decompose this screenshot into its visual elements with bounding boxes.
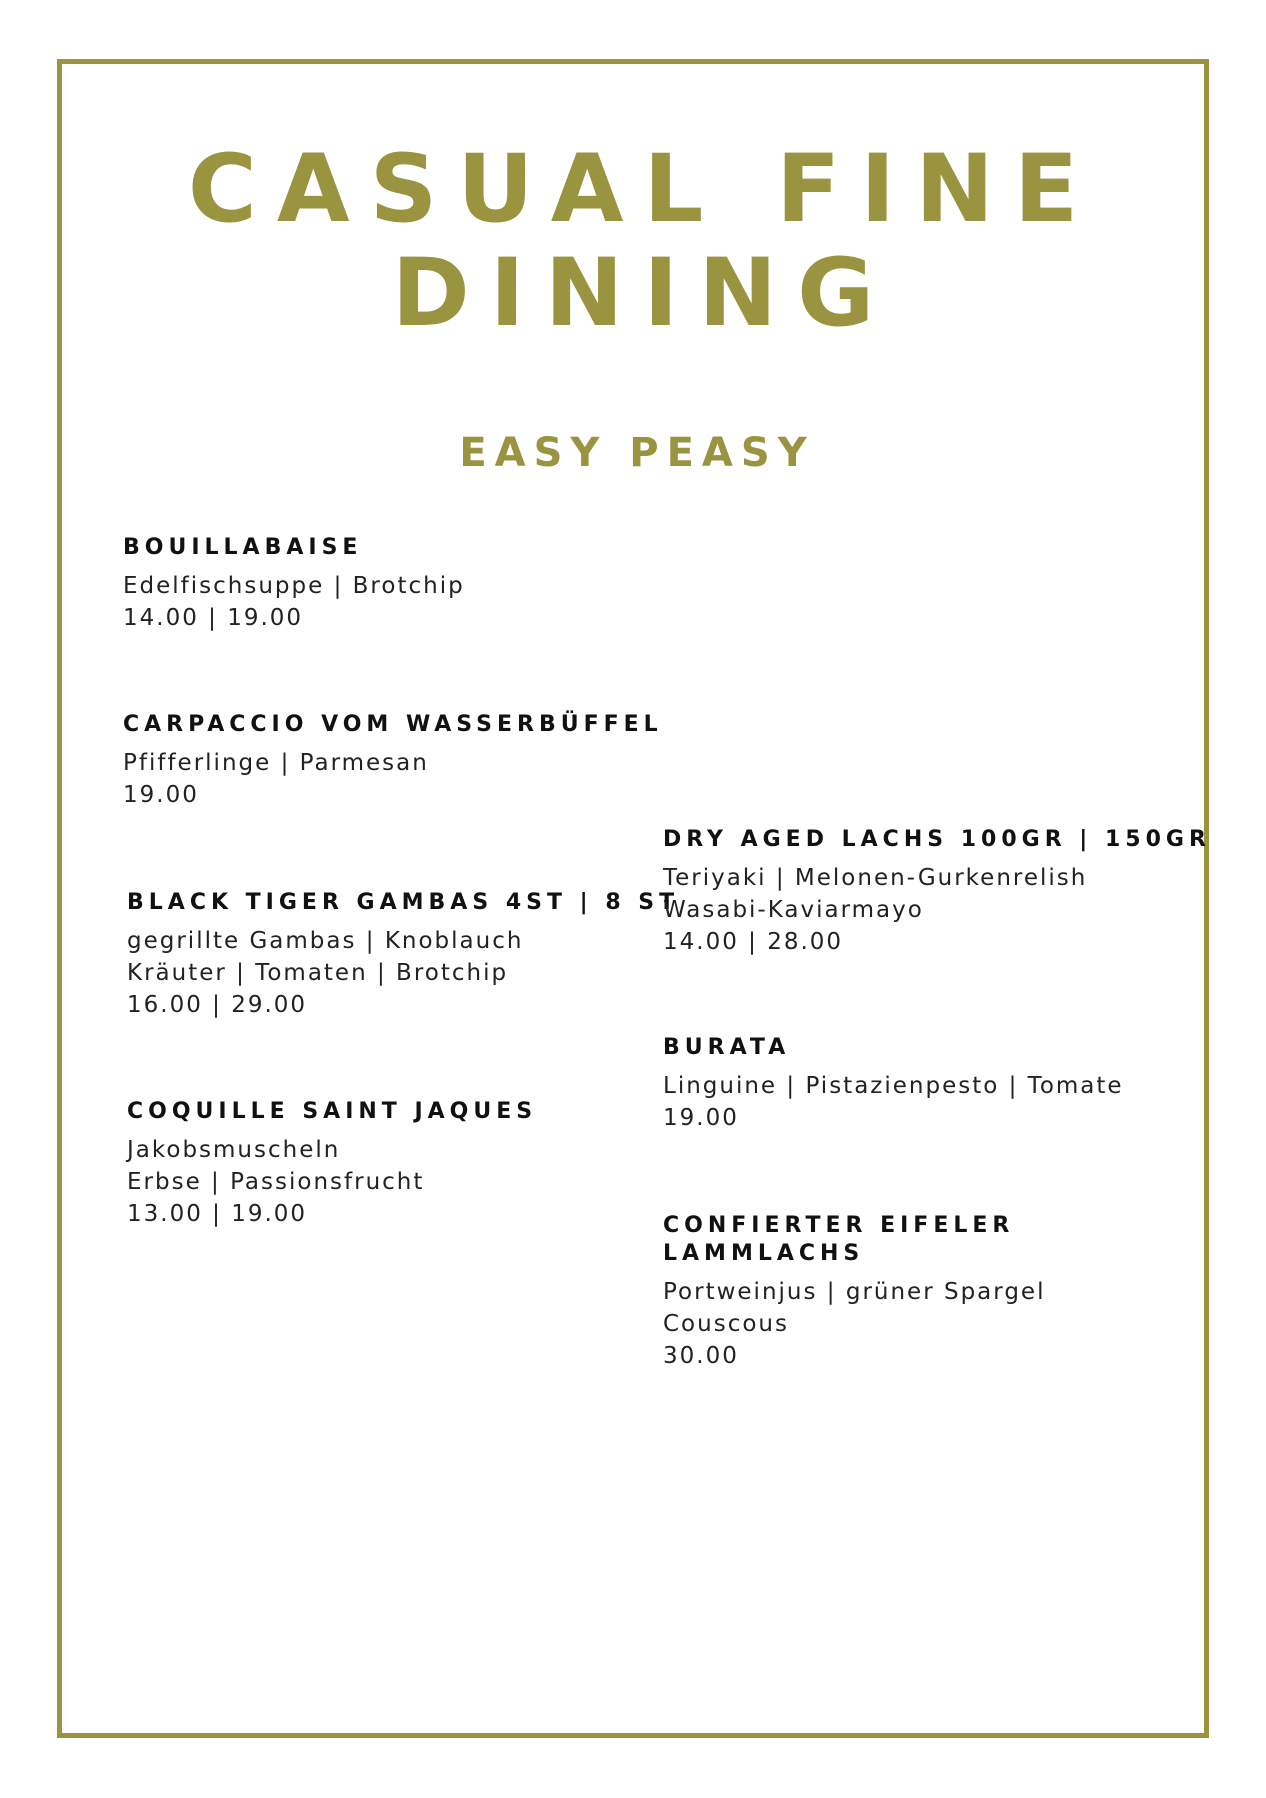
menu-item-burata [663,1034,1124,1134]
menu-item-description: Erbse | Passionsfrucht [127,1169,425,1195]
menu-item-bouillabaise [123,534,465,634]
menu-item-description: Portweinjus | grüner Spargel [663,1279,1046,1305]
menu-item-price: 16.00 | 29.00 [127,992,308,1018]
menu-item-description: Kräuter | Tomaten | Brotchip [127,960,509,986]
menu-item-lammlachs [663,1212,1045,1372]
menu-item-description: Edelfischsuppe | Brotchip [123,573,465,599]
menu-item-name: CARPACCIO VOM WASSERBÜFFEL [123,712,663,737]
menu-item-name: BLACK TIGER GAMBAS 4ST | 8 ST [127,890,680,915]
menu-item-description: Jakobsmuscheln [127,1137,341,1163]
menu-item-carpaccio [123,711,663,811]
menu-item-description: Linguine | Pistazienpesto | Tomate [663,1073,1124,1099]
menu-item-gambas [127,889,679,1021]
menu-item-name: BURATA [663,1035,791,1060]
menu-item-description: Teriyaki | Melonen-Gurkenrelish [663,865,1088,891]
menu-item-price: 13.00 | 19.00 [127,1201,308,1227]
menu-item-price: 14.00 | 28.00 [663,929,844,955]
menu-title-line-2: DINING [391,239,895,348]
menu-item-name: COQUILLE SAINT JAQUES [127,1099,538,1124]
menu-item-price: 19.00 [663,1105,739,1131]
menu-title-line-1: CASUAL FINE [187,135,1099,244]
menu-item-name: DRY AGED LACHS 100GR | 150GR [663,827,1211,852]
section-heading: EASY PEASY [459,430,815,476]
menu-item-price: 19.00 [123,782,199,808]
menu-item-description: Couscous [663,1311,789,1337]
menu-item-description: Pfifferlinge | Parmesan [123,750,429,776]
menu-item-price: 30.00 [663,1343,739,1369]
menu-item-lachs [663,826,1211,958]
menu-item-name-line-2: LAMMLACHS [663,1241,865,1266]
menu-item-description: gegrillte Gambas | Knoblauch [127,928,524,954]
menu-item-coquille [127,1098,537,1230]
menu-item-name-line-1: CONFIERTER EIFELER [663,1213,1015,1238]
menu-item-price: 14.00 | 19.00 [123,605,304,631]
menu-item-name: BOUILLABAISE [123,535,363,560]
menu-item-description: Wasabi-Kaviarmayo [663,897,924,923]
